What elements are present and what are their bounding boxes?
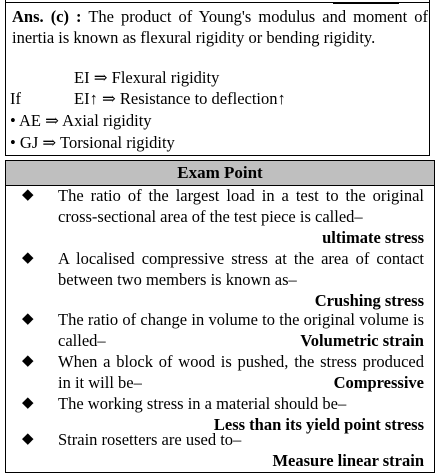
question-text: Strain rosetters are used to–	[58, 430, 242, 449]
answer-line-text: AE ⇒ Axial rigidity	[19, 111, 152, 130]
answer-text: ultimate stress	[322, 228, 424, 247]
diamond-bullet-icon: ◆	[22, 353, 34, 369]
bullet-dot-icon: •	[10, 111, 16, 130]
answer-line-text: GJ ⇒ Torsional rigidity	[19, 133, 175, 152]
answer-text: The product of Young's modulus and moment of inertia is known as flexural rigidity or bending rigidity.	[12, 7, 428, 47]
bullet-dot-icon: •	[10, 133, 16, 152]
exam-point-text	[58, 185, 424, 248]
question-text: The ratio of the largest load in a test to the original cross-sectional area of the test piece is called–	[58, 186, 424, 226]
diamond-bullet-icon: ◆	[22, 395, 34, 411]
answer-line-2-prefix	[10, 88, 21, 109]
answer-line-prefix: If	[10, 89, 21, 108]
question-text: The working stress in a material should be–	[58, 394, 347, 413]
answer-line-1	[74, 67, 219, 88]
answer-text: Volumetric strain	[300, 331, 424, 350]
answer-line-4	[10, 132, 175, 153]
answer-paragraph	[12, 6, 428, 48]
answer-text: Less than its yield point stress	[213, 415, 424, 434]
exam-point-text	[58, 351, 424, 393]
answer-box	[5, 0, 430, 156]
diamond-bullet-icon: ◆	[22, 431, 34, 447]
header-tab	[333, 0, 399, 4]
answer-text: Crushing stress	[314, 291, 424, 310]
diamond-bullet-icon: ◆	[22, 250, 34, 266]
question-text: When a block of wood is pushed, the stress produced in it will be–	[58, 352, 424, 392]
diamond-bullet-icon: ◆	[22, 311, 34, 327]
answer-label: Ans. (c) :	[12, 7, 82, 26]
exam-point-text	[58, 309, 424, 351]
answer-text: Measure linear strain	[272, 451, 424, 470]
question-text: The ratio of change in volume to the original volume is called–	[58, 310, 424, 350]
diamond-bullet-icon: ◆	[22, 187, 34, 203]
exam-point-box	[5, 160, 435, 473]
exam-point-text	[58, 248, 424, 311]
answer-line-3	[10, 110, 152, 131]
question-text: A localised compressive stress at the area of contact between two members is known as–	[58, 249, 424, 289]
exam-point-text	[58, 429, 424, 471]
answer-line-text: EI↑ ⇒ Resistance to deflection↑	[74, 89, 286, 108]
answer-line-text: EI ⇒ Flexural rigidity	[74, 68, 220, 87]
answer-line-2	[74, 88, 286, 109]
answer-text: Compressive	[333, 373, 424, 392]
exam-point-title: Exam Point	[6, 161, 434, 186]
